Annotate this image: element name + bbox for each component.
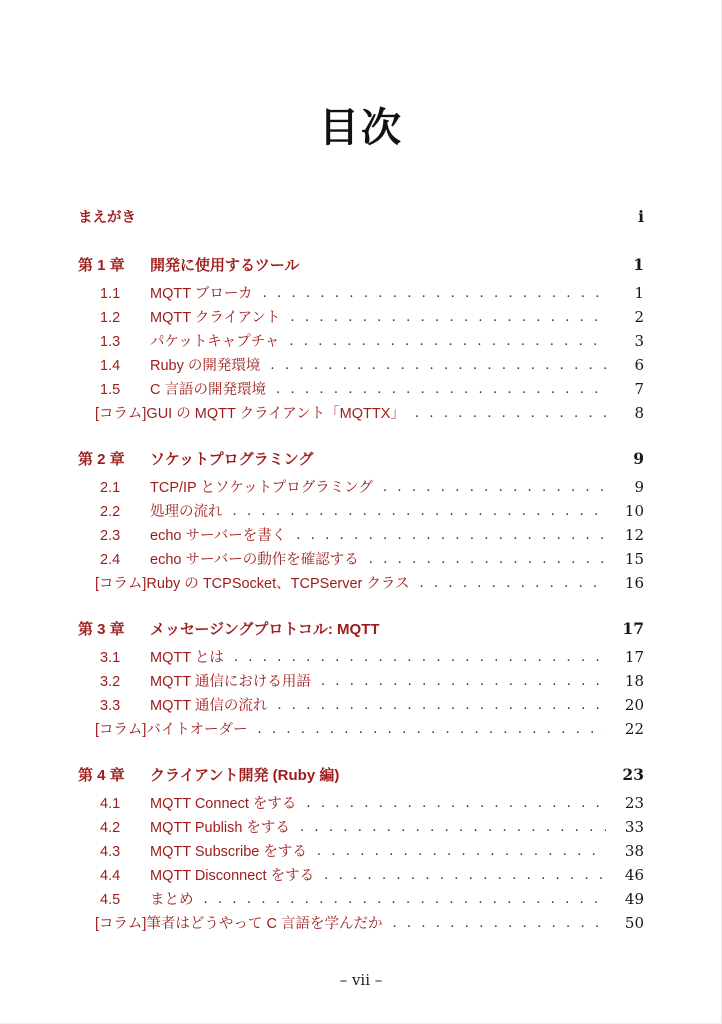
toc-entry-title: [コラム]筆者はどうやって C 言語を学んだか — [95, 916, 383, 932]
toc-entry-page: i — [638, 207, 644, 226]
page-title: 目次 — [319, 105, 403, 151]
toc-section-number: 4.3 — [100, 844, 121, 860]
toc-entry-page: 15 — [624, 550, 644, 568]
toc-column-row[interactable] — [78, 572, 644, 596]
toc-section-number: 2.3 — [100, 528, 121, 544]
toc-section-row[interactable] — [78, 792, 644, 816]
page-folio: – vii – — [339, 971, 383, 989]
dot-leader — [296, 529, 606, 543]
toc-entry-page: 6 — [634, 356, 644, 374]
toc-chapter-number: 第 1 章 — [78, 257, 125, 274]
dot-leader — [233, 505, 607, 519]
dot-leader — [383, 481, 606, 495]
toc-entry-title: Ruby の開発環境 — [150, 358, 261, 374]
toc-chapter-number: 第 3 章 — [78, 621, 125, 638]
toc-entry-page: 50 — [624, 914, 644, 932]
dot-leader — [276, 383, 606, 397]
toc-entry-page: 7 — [634, 380, 644, 398]
toc-column-row[interactable] — [78, 402, 644, 426]
toc-section-row[interactable] — [78, 500, 644, 524]
toc-entry-page: 22 — [624, 720, 644, 738]
toc-entry-title: MQTT 通信の流れ — [150, 698, 268, 714]
dot-leader — [317, 845, 606, 859]
toc-entry-title: MQTT Publish をする — [150, 820, 290, 836]
toc-entry-title: パケットキャプチャ — [150, 334, 280, 350]
toc-section-number: 4.5 — [100, 892, 121, 908]
toc-entry-page: 2 — [634, 308, 644, 326]
dot-leader — [419, 577, 606, 591]
dot-leader — [321, 675, 606, 689]
dot-leader — [415, 407, 606, 421]
toc-entry-page: 18 — [624, 672, 644, 690]
toc-entry-title: echo サーバーの動作を確認する — [150, 552, 359, 568]
toc-section-row[interactable] — [78, 378, 644, 402]
toc-chapter-page: 1 — [633, 255, 644, 274]
toc-section-row[interactable] — [78, 476, 644, 500]
toc-entry-title: MQTT Connect をする — [150, 796, 297, 812]
toc-list — [78, 206, 644, 936]
toc-chapter-number: 第 2 章 — [78, 451, 125, 468]
toc-section-row[interactable] — [78, 670, 644, 694]
dot-leader — [277, 699, 606, 713]
dot-leader — [263, 287, 606, 301]
toc-section-number: 1.2 — [100, 310, 121, 326]
toc-chapter-page: 23 — [622, 765, 644, 784]
toc-entry-page: 46 — [624, 866, 644, 884]
toc-section-number: 4.4 — [100, 868, 121, 884]
toc-section-number: 4.1 — [100, 796, 121, 812]
toc-entry-title: まとめ — [150, 892, 194, 908]
dot-leader — [369, 553, 606, 567]
dot-leader — [289, 335, 606, 349]
toc-entry-title: [コラム]バイトオーダー — [95, 722, 248, 738]
toc-entry-title: TCP/IP とソケットプログラミング — [150, 480, 373, 496]
toc-entry-page: 23 — [624, 794, 644, 812]
chapter-group — [78, 618, 644, 742]
toc-chapter-number: 第 4 章 — [78, 767, 125, 784]
toc-section-row[interactable] — [78, 646, 644, 670]
toc-entry-title: MQTT とは — [150, 650, 224, 666]
toc-entry-title: [コラム]GUI の MQTT クライアント「MQTTX」 — [95, 406, 405, 422]
toc-front-matter-row[interactable] — [78, 206, 644, 232]
toc-entry-title: MQTT クライアント — [150, 310, 281, 326]
toc-entry-title: まえがき — [78, 210, 136, 226]
toc-entry-page: 49 — [624, 890, 644, 908]
toc-entry-title: MQTT ブローカ — [150, 286, 253, 302]
toc-entry-page: 16 — [624, 574, 644, 592]
toc-chapter-row[interactable] — [78, 764, 644, 792]
toc-entry-title: echo サーバーを書く — [150, 528, 287, 544]
dot-leader — [204, 893, 607, 907]
toc-chapter-title: メッセージングプロトコル: MQTT — [150, 621, 380, 638]
toc-entry-title: MQTT Disconnect をする — [150, 868, 315, 884]
toc-entry-page: 33 — [624, 818, 644, 836]
toc-section-number: 1.1 — [100, 286, 121, 302]
toc-entry-page: 3 — [634, 332, 644, 350]
toc-chapter-title: ソケットプログラミング — [150, 451, 314, 468]
toc-entry-page: 38 — [624, 842, 644, 860]
dot-leader — [270, 359, 606, 373]
toc-section-row[interactable] — [78, 840, 644, 864]
front-matter-group — [78, 206, 644, 232]
toc-section-number: 4.2 — [100, 820, 121, 836]
chapter-group — [78, 764, 644, 936]
dot-leader — [290, 311, 606, 325]
dot-leader — [392, 917, 606, 931]
toc-section-row[interactable] — [78, 816, 644, 840]
dot-leader — [324, 869, 606, 883]
toc-column-row[interactable] — [78, 912, 644, 936]
chapter-group — [78, 448, 644, 596]
toc-chapter-row[interactable] — [78, 448, 644, 476]
toc-chapter-page: 9 — [633, 449, 644, 468]
toc-section-row[interactable] — [78, 694, 644, 718]
toc-entry-title: [コラム]Ruby の TCPSocket、TCPServer クラス — [95, 576, 410, 592]
toc-section-number: 3.2 — [100, 674, 121, 690]
toc-entry-title: C 言語の開発環境 — [150, 382, 266, 398]
toc-entry-page: 8 — [634, 404, 644, 422]
toc-section-row[interactable] — [78, 888, 644, 912]
toc-section-row[interactable] — [78, 354, 644, 378]
toc-section-number: 1.4 — [100, 358, 121, 374]
toc-section-number: 2.1 — [100, 480, 121, 496]
toc-entry-title: MQTT Subscribe をする — [150, 844, 307, 860]
toc-entry-title: 処理の流れ — [150, 504, 223, 520]
toc-chapter-title: クライアント開発 (Ruby 編) — [150, 767, 340, 784]
toc-section-number: 3.1 — [100, 650, 121, 666]
toc-section-row[interactable] — [78, 330, 644, 354]
toc-section-number: 1.3 — [100, 334, 121, 350]
dot-leader — [257, 723, 606, 737]
toc-entry-page: 1 — [634, 284, 644, 302]
chapter-group — [78, 254, 644, 426]
toc-section-number: 2.2 — [100, 504, 121, 520]
toc-entry-page: 10 — [624, 502, 644, 520]
toc-entry-title: MQTT 通信における用語 — [150, 674, 311, 690]
toc-section-row[interactable] — [78, 548, 644, 572]
toc-entry-page: 12 — [624, 526, 644, 544]
toc-section-row[interactable] — [78, 282, 644, 306]
toc-chapter-row[interactable] — [78, 618, 644, 646]
toc-entry-page: 20 — [624, 696, 644, 714]
toc-chapter-row[interactable] — [78, 254, 644, 282]
toc-section-number: 3.3 — [100, 698, 121, 714]
toc-section-row[interactable] — [78, 524, 644, 548]
dot-leader — [306, 797, 606, 811]
toc-section-number: 2.4 — [100, 552, 121, 568]
toc-column-row[interactable] — [78, 718, 644, 742]
dot-leader — [234, 651, 606, 665]
toc-section-number: 1.5 — [100, 382, 121, 398]
dot-leader — [300, 821, 606, 835]
toc-section-row[interactable] — [78, 864, 644, 888]
toc-entry-page: 9 — [634, 478, 644, 496]
toc-entry-page: 17 — [624, 648, 644, 666]
toc-chapter-page: 17 — [622, 619, 644, 638]
toc-section-row[interactable] — [78, 306, 644, 330]
toc-chapter-title: 開発に使用するツール — [150, 257, 300, 274]
